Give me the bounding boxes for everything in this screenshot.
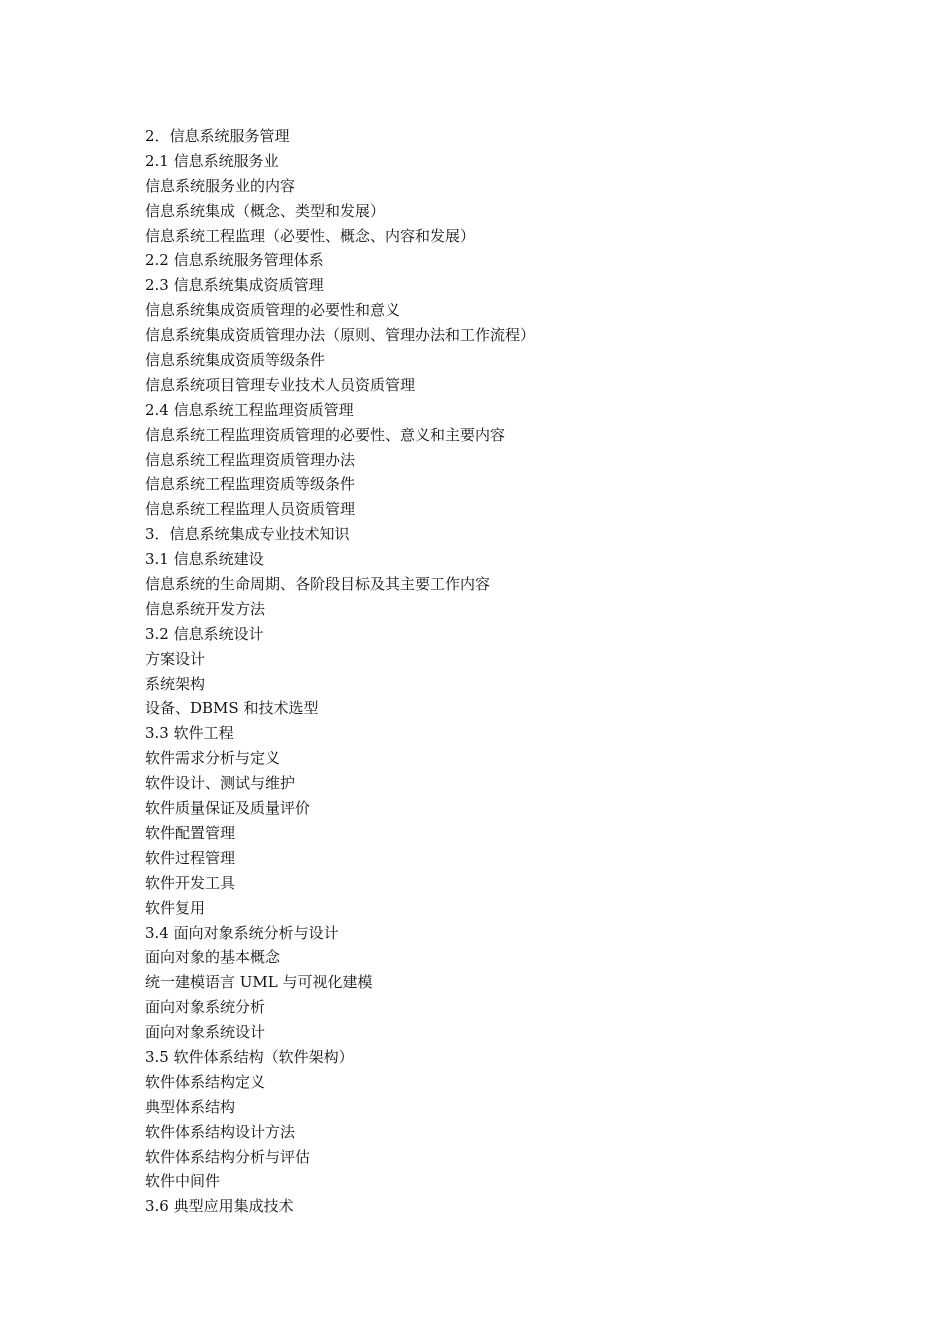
outline-line: 3.2 信息系统设计	[145, 624, 264, 643]
outline-line: 3.4 面向对象系统分析与设计	[145, 923, 339, 942]
outline-line: 信息系统集成资质等级条件	[145, 351, 326, 370]
outline-line: 面向对象系统设计	[145, 1023, 266, 1042]
outline-line: 软件体系结构定义	[145, 1072, 266, 1091]
outline-line: 软件质量保证及质量评价	[145, 799, 311, 818]
outline-line: 3.6 典型应用集成技术	[145, 1197, 294, 1216]
outline-line: 面向对象的基本概念	[145, 948, 281, 967]
outline-line: 信息系统集成资质管理办法（原则、管理办法和工作流程）	[145, 326, 536, 345]
outline-line: 软件开发工具	[145, 873, 236, 892]
outline-line: 面向对象系统分析	[145, 998, 266, 1017]
outline-line: 软件过程管理	[145, 848, 236, 867]
outline-line: 信息系统项目管理专业技术人员资质管理	[145, 375, 416, 394]
outline-line: 软件体系结构分析与评估	[145, 1147, 311, 1166]
outline-line: 信息系统工程监理资质管理办法	[145, 450, 356, 469]
outline-line: 3.3 软件工程	[145, 724, 234, 743]
outline-line: 设备、DBMS 和技术选型	[145, 699, 319, 718]
outline-line: 信息系统的生命周期、各阶段目标及其主要工作内容	[145, 575, 491, 594]
outline-line: 信息系统集成资质管理的必要性和意义	[145, 301, 401, 320]
outline-line: 软件配置管理	[145, 823, 236, 842]
outline-line: 软件体系结构设计方法	[145, 1122, 296, 1141]
outline-line: 3.5 软件体系结构（软件架构）	[145, 1047, 354, 1066]
outline-line: 信息系统服务业的内容	[145, 176, 296, 195]
outline-line: 2.2 信息系统服务管理体系	[145, 251, 324, 270]
outline-line: 3.1 信息系统建设	[145, 550, 264, 569]
outline-line: 2.4 信息系统工程监理资质管理	[145, 400, 354, 419]
outline-line: 2.1 信息系统服务业	[145, 151, 279, 170]
outline-text	[145, 124, 905, 1219]
outline-line: 方案设计	[145, 649, 206, 668]
outline-line: 软件设计、测试与维护	[145, 774, 296, 793]
outline-line: 信息系统集成（概念、类型和发展）	[145, 201, 386, 220]
outline-line: 信息系统工程监理资质管理的必要性、意义和主要内容	[145, 425, 506, 444]
outline-line: 2.3 信息系统集成资质管理	[145, 276, 324, 295]
outline-line: 统一建模语言 UML 与可视化建模	[145, 973, 373, 992]
outline-line: 信息系统工程监理资质等级条件	[145, 475, 356, 494]
outline-line: 系统架构	[145, 674, 206, 693]
outline-line: 软件复用	[145, 898, 206, 917]
outline-line: 3．信息系统集成专业技术知识	[145, 525, 350, 544]
outline-line: 信息系统工程监理人员资质管理	[145, 500, 356, 519]
outline-line: 2．信息系统服务管理	[145, 127, 290, 145]
outline-line: 信息系统开发方法	[145, 599, 266, 618]
outline-line: 软件需求分析与定义	[145, 749, 281, 768]
outline-line: 典型体系结构	[145, 1097, 236, 1116]
outline-line: 软件中间件	[145, 1172, 221, 1191]
outline-line: 信息系统工程监理（必要性、概念、内容和发展）	[145, 226, 476, 245]
